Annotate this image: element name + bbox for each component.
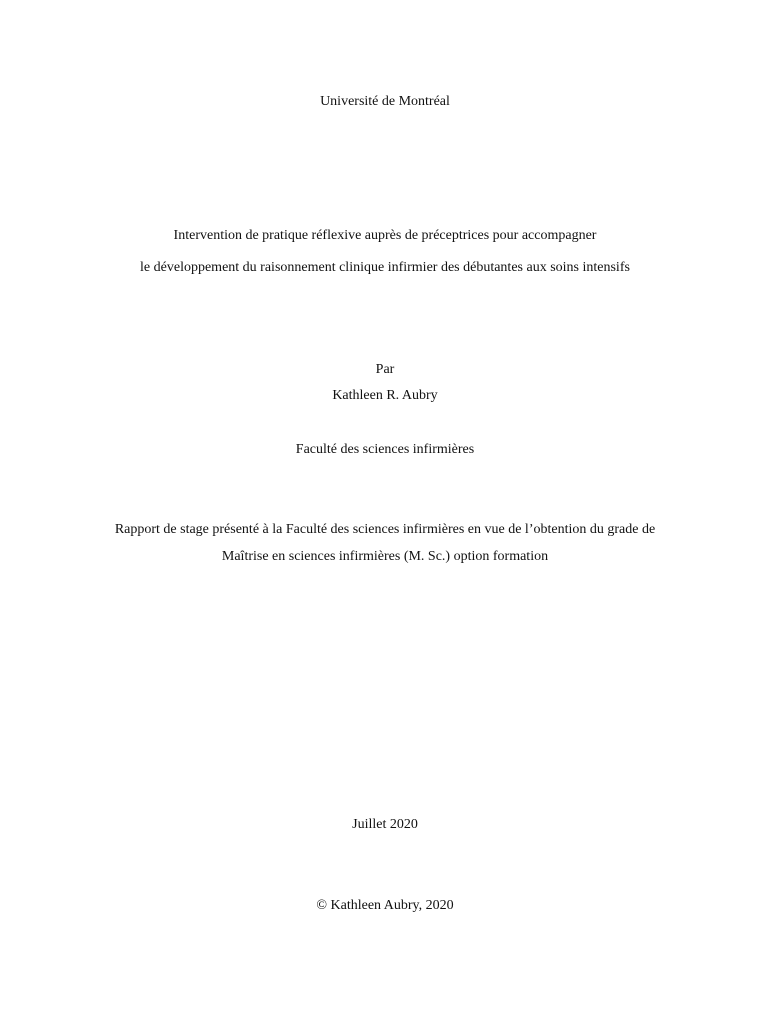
submission-date: Juillet 2020: [352, 817, 418, 832]
document-title-line-1: Intervention de pratique réflexive auprès de préceptrices pour accompagner: [173, 228, 597, 243]
document-title-line-2: le développement du raisonnement clinique infirmier des débutantes aux soins intensifs: [140, 260, 630, 275]
copyright-notice: © Kathleen Aubry, 2020: [316, 898, 454, 913]
report-description-line-1: Rapport de stage présenté à la Faculté des sciences infirmières en vue de l’obtention du grade de: [114, 522, 656, 537]
by-label: Par: [375, 362, 395, 377]
university-name: Université de Montréal: [320, 94, 450, 109]
report-description-line-2: Maîtrise en sciences infirmières (M. Sc.) option formation: [221, 549, 549, 564]
author-name: Kathleen R. Aubry: [332, 388, 438, 403]
faculty-name: Faculté des sciences infirmières: [295, 442, 475, 457]
